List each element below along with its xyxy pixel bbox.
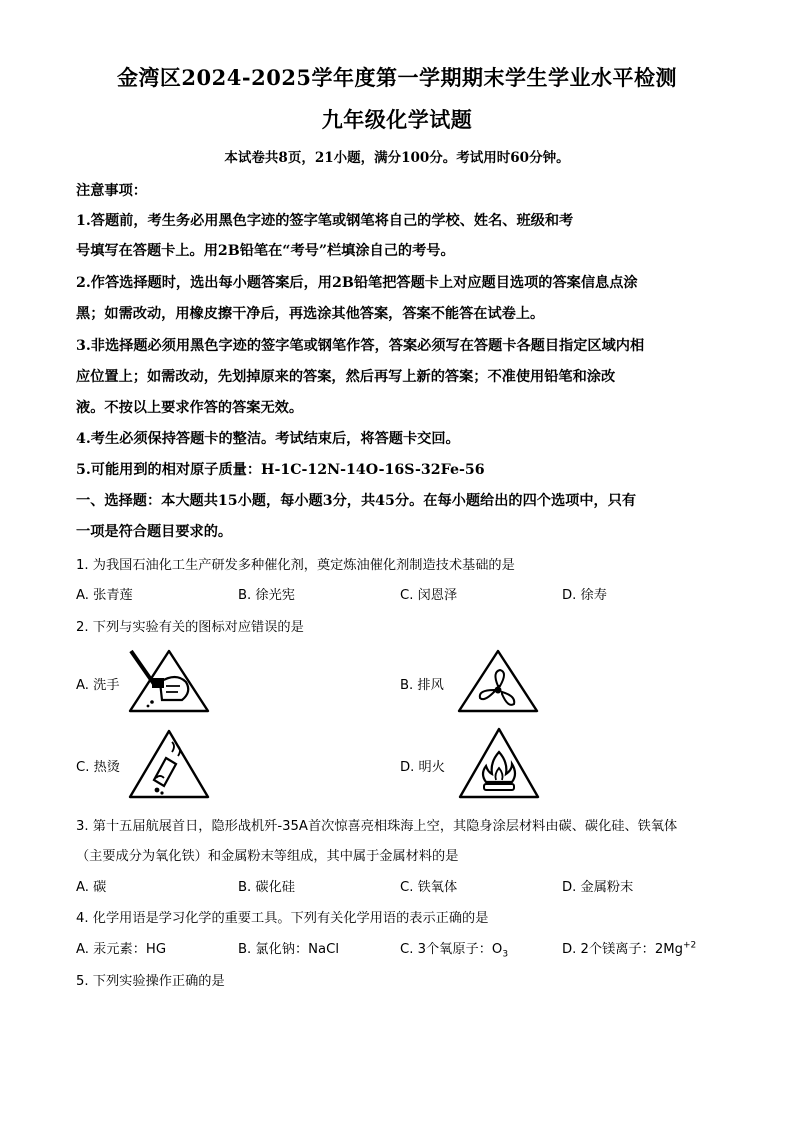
question-2-option-b: B. 排风 xyxy=(400,678,444,693)
question-1-stem: 1. 为我国石油化工生产研发多种催化剂，奠定炼油催化剂制造技术基础的是 xyxy=(76,558,515,573)
question-5-stem: 5. 下列实验操作正确的是 xyxy=(76,974,225,989)
note-line: 号填写在答题卡上。用2B铅笔在“考号”栏填涂自己的考号。 xyxy=(76,243,455,259)
question-3-stem-cont: （主要成分为氧化铁）和金属粉末等组成，其中属于金属材料的是 xyxy=(76,849,459,864)
subscript: 3 xyxy=(502,949,509,960)
question-3-stem: 3. 第十五届航展首日，隐形战机歼-35A首次惊喜亮相珠海上空，其隐身涂层材料由碳、碳化硅、铁氧体 xyxy=(76,819,678,834)
question-4-stem: 4. 化学用语是学习化学的重要工具。下列有关化学用语的表示正确的是 xyxy=(76,911,489,926)
question-1-option-a: A. 张青莲 xyxy=(76,588,133,603)
question-2-option-a: A. 洗手 xyxy=(76,678,120,693)
note-line: 5.可能用到的相对原子质量：H-1C-12N-14O-16S-32Fe-56 xyxy=(76,462,485,478)
exhaust-fan-icon xyxy=(456,648,540,714)
question-2-stem: 2. 下列与实验有关的图标对应错误的是 xyxy=(76,620,304,635)
note-line: 4.考生必须保持答题卡的整洁。考试结束后，将答题卡交回。 xyxy=(76,431,460,447)
note-line: 3.非选择题必须用黑色字迹的签字笔或钢笔作答，答案必须写在答题卡各题目指定区域内相 xyxy=(76,338,645,354)
hand-wash-icon xyxy=(126,648,212,714)
question-4-option-c xyxy=(400,938,508,960)
question-2-option-d: D. 明火 xyxy=(400,760,445,775)
note-line: 应位置上；如需改动，先划掉原来的答案，然后再写上新的答案；不准使用铅笔和涂改 xyxy=(76,369,616,385)
question-1-option-b: B. 徐光宪 xyxy=(238,588,295,603)
question-3-option-b: B. 碳化硅 xyxy=(238,880,295,895)
question-4-option-a: A. 汞元素：HG xyxy=(76,942,167,957)
question-1-option-c: C. 闵恩泽 xyxy=(400,588,458,603)
exam-title: 金湾区2024-2025学年度第一学期期末学生学业水平检测 xyxy=(116,65,678,90)
hot-surface-icon xyxy=(126,728,212,800)
notes-heading: 注意事项： xyxy=(76,183,147,199)
superscript: +2 xyxy=(683,940,697,951)
question-4-option-d xyxy=(562,938,696,957)
open-flame-icon xyxy=(456,726,542,800)
question-4-option-d-text: D. 2个镁离子：2Mg xyxy=(562,942,684,957)
question-4-option-c-text: C. 3个氧原子：O xyxy=(400,942,503,957)
question-3-option-d: D. 金属粉末 xyxy=(562,880,634,895)
exam-info: 本试卷共8页，21小题，满分100分。考试用时60分钟。 xyxy=(224,150,570,166)
question-1-option-d: D. 徐寿 xyxy=(562,588,607,603)
section-heading-cont: 一项是符合题目要求的。 xyxy=(76,524,233,540)
section-heading: 一、选择题：本大题共15小题，每小题3分，共45分。在每小题给出的四个选项中，只有 xyxy=(76,493,637,509)
note-line: 2.作答选择题时，选出每小题答案后，用2B铅笔把答题卡上对应题目选项的答案信息点涂 xyxy=(76,275,638,291)
note-line: 液。不按以上要求作答的答案无效。 xyxy=(76,400,304,416)
question-4-option-b: B. 氯化钠：NaCl xyxy=(238,942,339,957)
note-line: 黑；如需改动，用橡皮擦干净后，再选涂其他答案，答案不能答在试卷上。 xyxy=(76,306,545,322)
question-2-option-c: C. 热烫 xyxy=(76,760,120,775)
exam-subject-title: 九年级化学试题 xyxy=(321,107,473,132)
question-3-option-a: A. 碳 xyxy=(76,880,107,895)
question-3-option-c: C. 铁氧体 xyxy=(400,880,458,895)
note-line: 1.答题前，考生务必用黑色字迹的签字笔或钢笔将自己的学校、姓名、班级和考 xyxy=(76,213,574,229)
